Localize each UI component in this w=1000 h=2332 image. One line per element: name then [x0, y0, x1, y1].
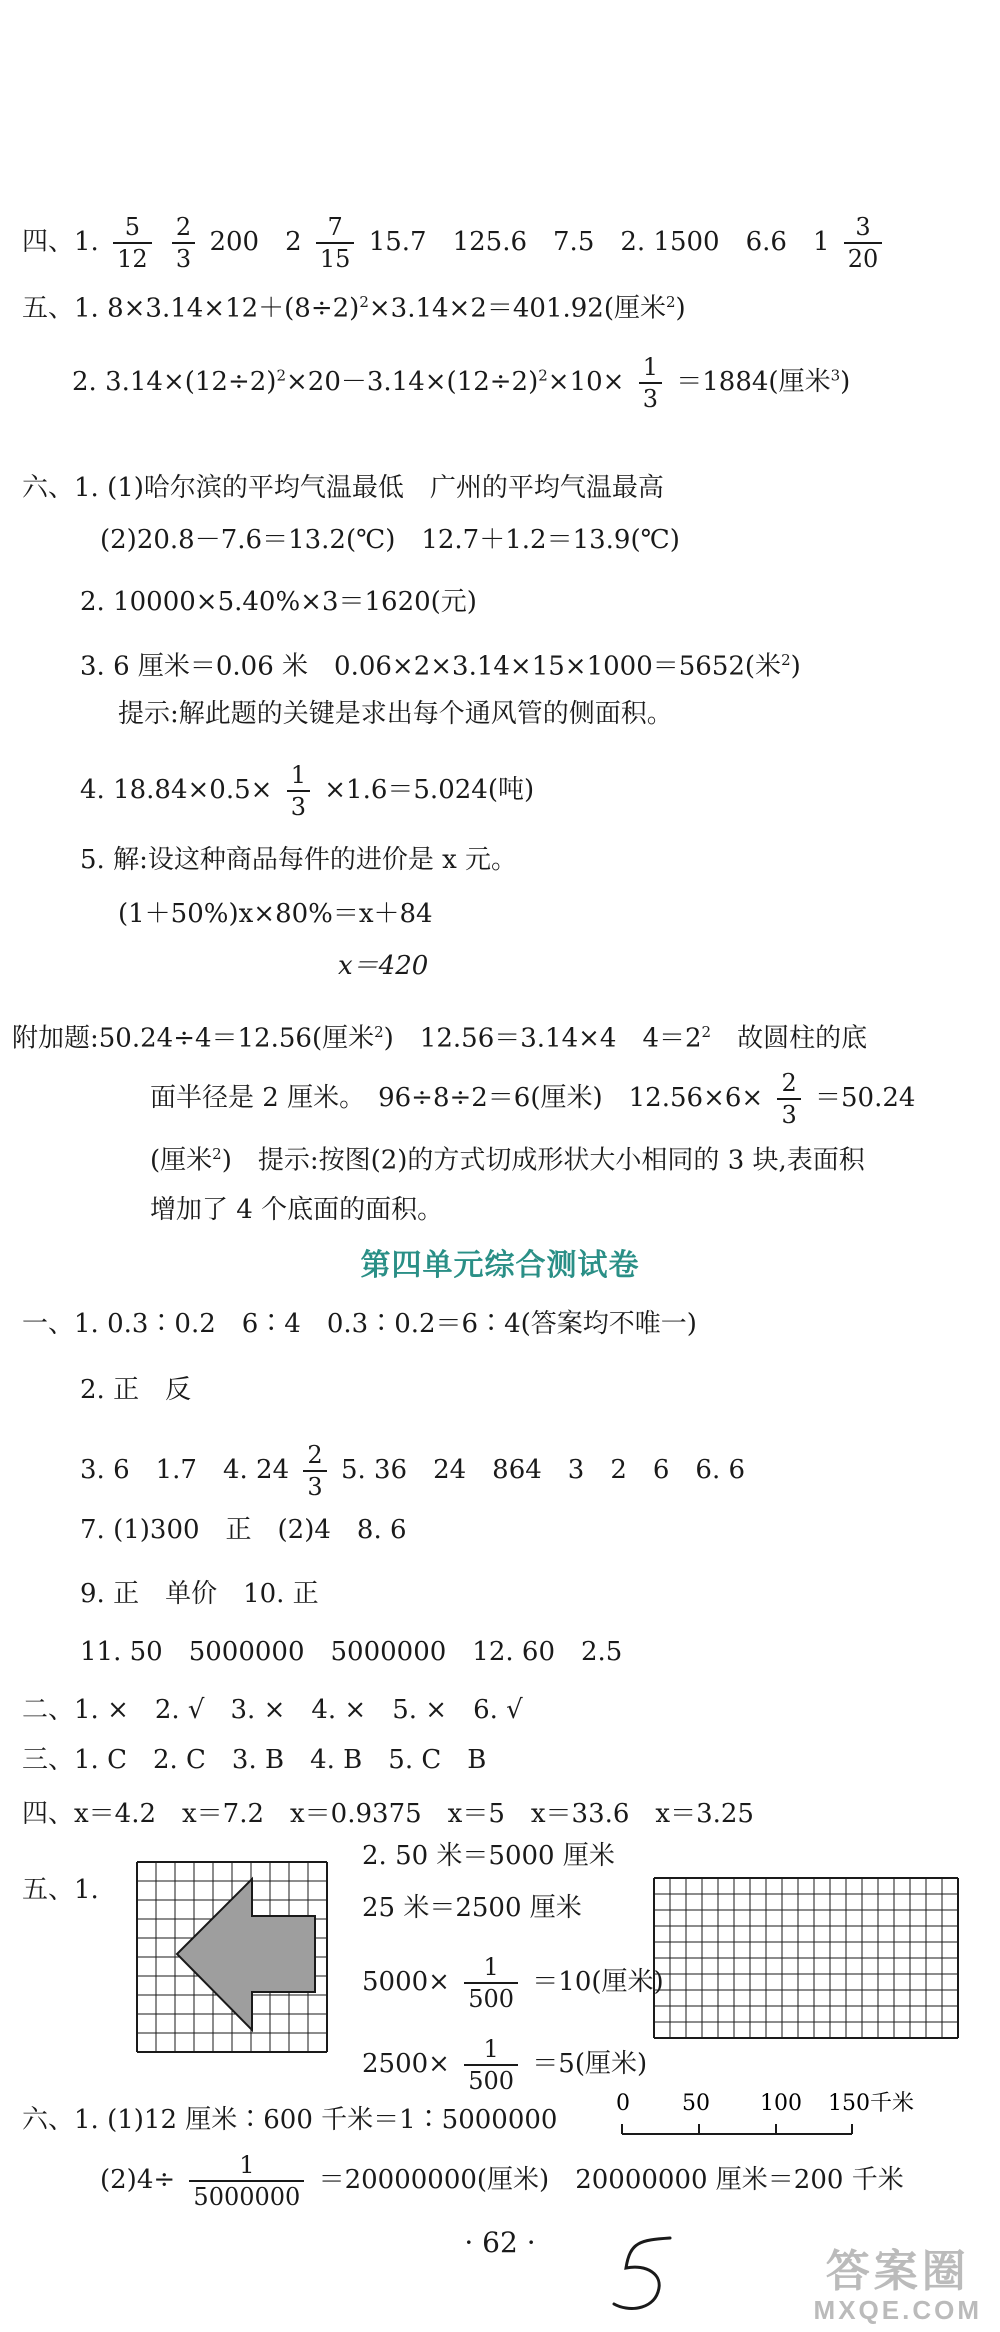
arrow-shape	[177, 1879, 315, 2030]
line-s6-1b: (2)20.8－7.6＝13.2(℃) 12.7＋1.2＝13.9(℃)	[100, 525, 680, 555]
line-bonus-3: (厘米$^2$) 提示:按图(2)的方式切成形状大小相同的 3 块,表面积	[150, 1145, 865, 1176]
section-title: 第四单元综合测试卷	[360, 1248, 640, 1283]
fraction: $\frac{5}{12}$	[113, 212, 152, 274]
scale-tick-label: 150千米	[828, 2091, 914, 2116]
page-number: · 62 ·	[464, 2226, 536, 2259]
line-u6b: (2)4÷ $\frac{1}{5000000}$ ＝20000000(厘米) 20000000 厘米＝200 千米	[100, 2151, 904, 2211]
line-s6-tip: 提示:解此题的关键是求出每个通风管的侧面积。	[118, 699, 673, 729]
line-s5-1: 五、1. $8\times 3.14\times 12+(8\div 2)^2\times 3.14\times 2=401.92$(厘米$^2$)	[22, 293, 686, 324]
line-u5-r1: 2. 50 米＝5000 厘米	[362, 1841, 615, 1871]
line-u3: 3. 6 1.7 4. 24 $\frac{2}{3}$ 5. 36 24 864 3 2 6 6. 6	[80, 1441, 746, 1501]
handwritten-mark	[600, 2230, 690, 2320]
fraction: $\frac{1}{3}$	[639, 352, 662, 414]
scale-tick-label: 0	[616, 2091, 630, 2116]
line-s5-2: 2. $3.14\times(12\div 2)^2\times 20-3.14\times(12\div 2)^2\times 10\times$ $\frac{1}{3}$ ＝1884(厘米$^3$)	[72, 353, 851, 413]
line-u5-r3: 5000× $\frac{1}{500}$ ＝10(厘米)	[362, 1953, 664, 2013]
line-s6-3: 3. 6 厘米＝0.06 米 0.06×2×3.14×15×1000＝5652(米$^2$)	[80, 651, 801, 682]
line-u5-label: 五、1.	[22, 1875, 99, 1905]
fraction: $\frac{2}{3}$	[777, 1068, 800, 1130]
line-s6-2: 2. 10000×5.40%×3＝1620(元)	[80, 587, 477, 617]
line-u5-r4: 2500× $\frac{1}{500}$ ＝5(厘米)	[362, 2035, 648, 2095]
fraction: $\frac{7}{15}$	[316, 212, 355, 274]
fraction: $\frac{1}{3}$	[287, 760, 310, 822]
line-s6-4: 4. 18.84×0.5× $\frac{1}{3}$ ×1.6＝5.024(吨)	[80, 761, 535, 821]
fraction: $\frac{1}{500}$	[464, 2034, 518, 2096]
line-bonus-4: 增加了 4 个底面的面积。	[150, 1195, 444, 1225]
line-s6-1: 六、1. (1)哈尔滨的平均气温最低 广州的平均气温最高	[22, 473, 664, 503]
line-bonus-2: 面半径是 2 厘米。 96÷8÷2＝6(厘米) 12.56×6× $\frac{2}{3}$ ＝50.24	[150, 1069, 916, 1129]
line-s6-5: 5. 解:设这种商品每件的进价是 x 元。	[80, 845, 518, 875]
line-u11: 11. 50 5000000 5000000 12. 60 2.5	[80, 1637, 623, 1667]
watermark: 答案圈 MXQE.COM	[813, 2247, 982, 2325]
fraction: $\frac{1}{500}$	[464, 1952, 518, 2014]
scale-tick-label: 50	[682, 2091, 710, 2116]
line-u9: 9. 正 单价 10. 正	[80, 1579, 319, 1609]
empty-grid	[652, 1876, 960, 2046]
line-u4x: 四、x＝4.2 x＝7.2 x＝0.9375 x＝5 x＝33.6 x＝3.25	[22, 1799, 754, 1829]
fraction: $\frac{1}{5000000}$	[189, 2150, 304, 2212]
line-u5-r2: 25 米＝2500 厘米	[362, 1893, 582, 1923]
line-u2x: 二、1. × 2. √ 3. × 4. × 5. × 6. √	[22, 1695, 523, 1725]
line-s4: 四、1. $\frac{5}{12}$ $\frac{2}{3}$ 200 2 $\frac{7}{15}$ 15.7 125.6 7.5 2. 1500 6.6 1 $\frac{3}{20}$	[22, 212, 888, 274]
fraction: $\frac{2}{3}$	[172, 212, 195, 274]
line-u1: 一、1. 0.3∶0.2 6∶4 0.3∶0.2＝6∶4(答案均不唯一)	[22, 1309, 697, 1339]
scale-tick-label: 100	[760, 2091, 802, 2116]
line-bonus-1: 附加题:50.24÷4＝12.56(厘米$^2$) 12.56＝3.14×4 $4=2^2$ 故圆柱的底	[12, 1023, 868, 1054]
line-u3x: 三、1. C 2. C 3. B 4. B 5. C B	[22, 1745, 487, 1775]
grid-lines	[654, 1878, 958, 2038]
line-u6a: 六、1. (1)12 厘米∶600 千米＝1∶5000000	[22, 2105, 558, 2135]
line-s6-5b: (1＋50%)x×80%＝x＋84	[118, 899, 433, 929]
scale-bar	[612, 2088, 942, 2158]
line-u2: 2. 正 反	[80, 1375, 192, 1405]
arrow-grid-figure	[135, 1860, 331, 2056]
line-s6-5c: x＝420	[338, 951, 429, 981]
fraction: $\frac{2}{3}$	[303, 1440, 326, 1502]
line-u7: 7. (1)300 正 (2)4 8. 6	[80, 1515, 407, 1545]
fraction: $\frac{3}{20}$	[844, 212, 883, 274]
